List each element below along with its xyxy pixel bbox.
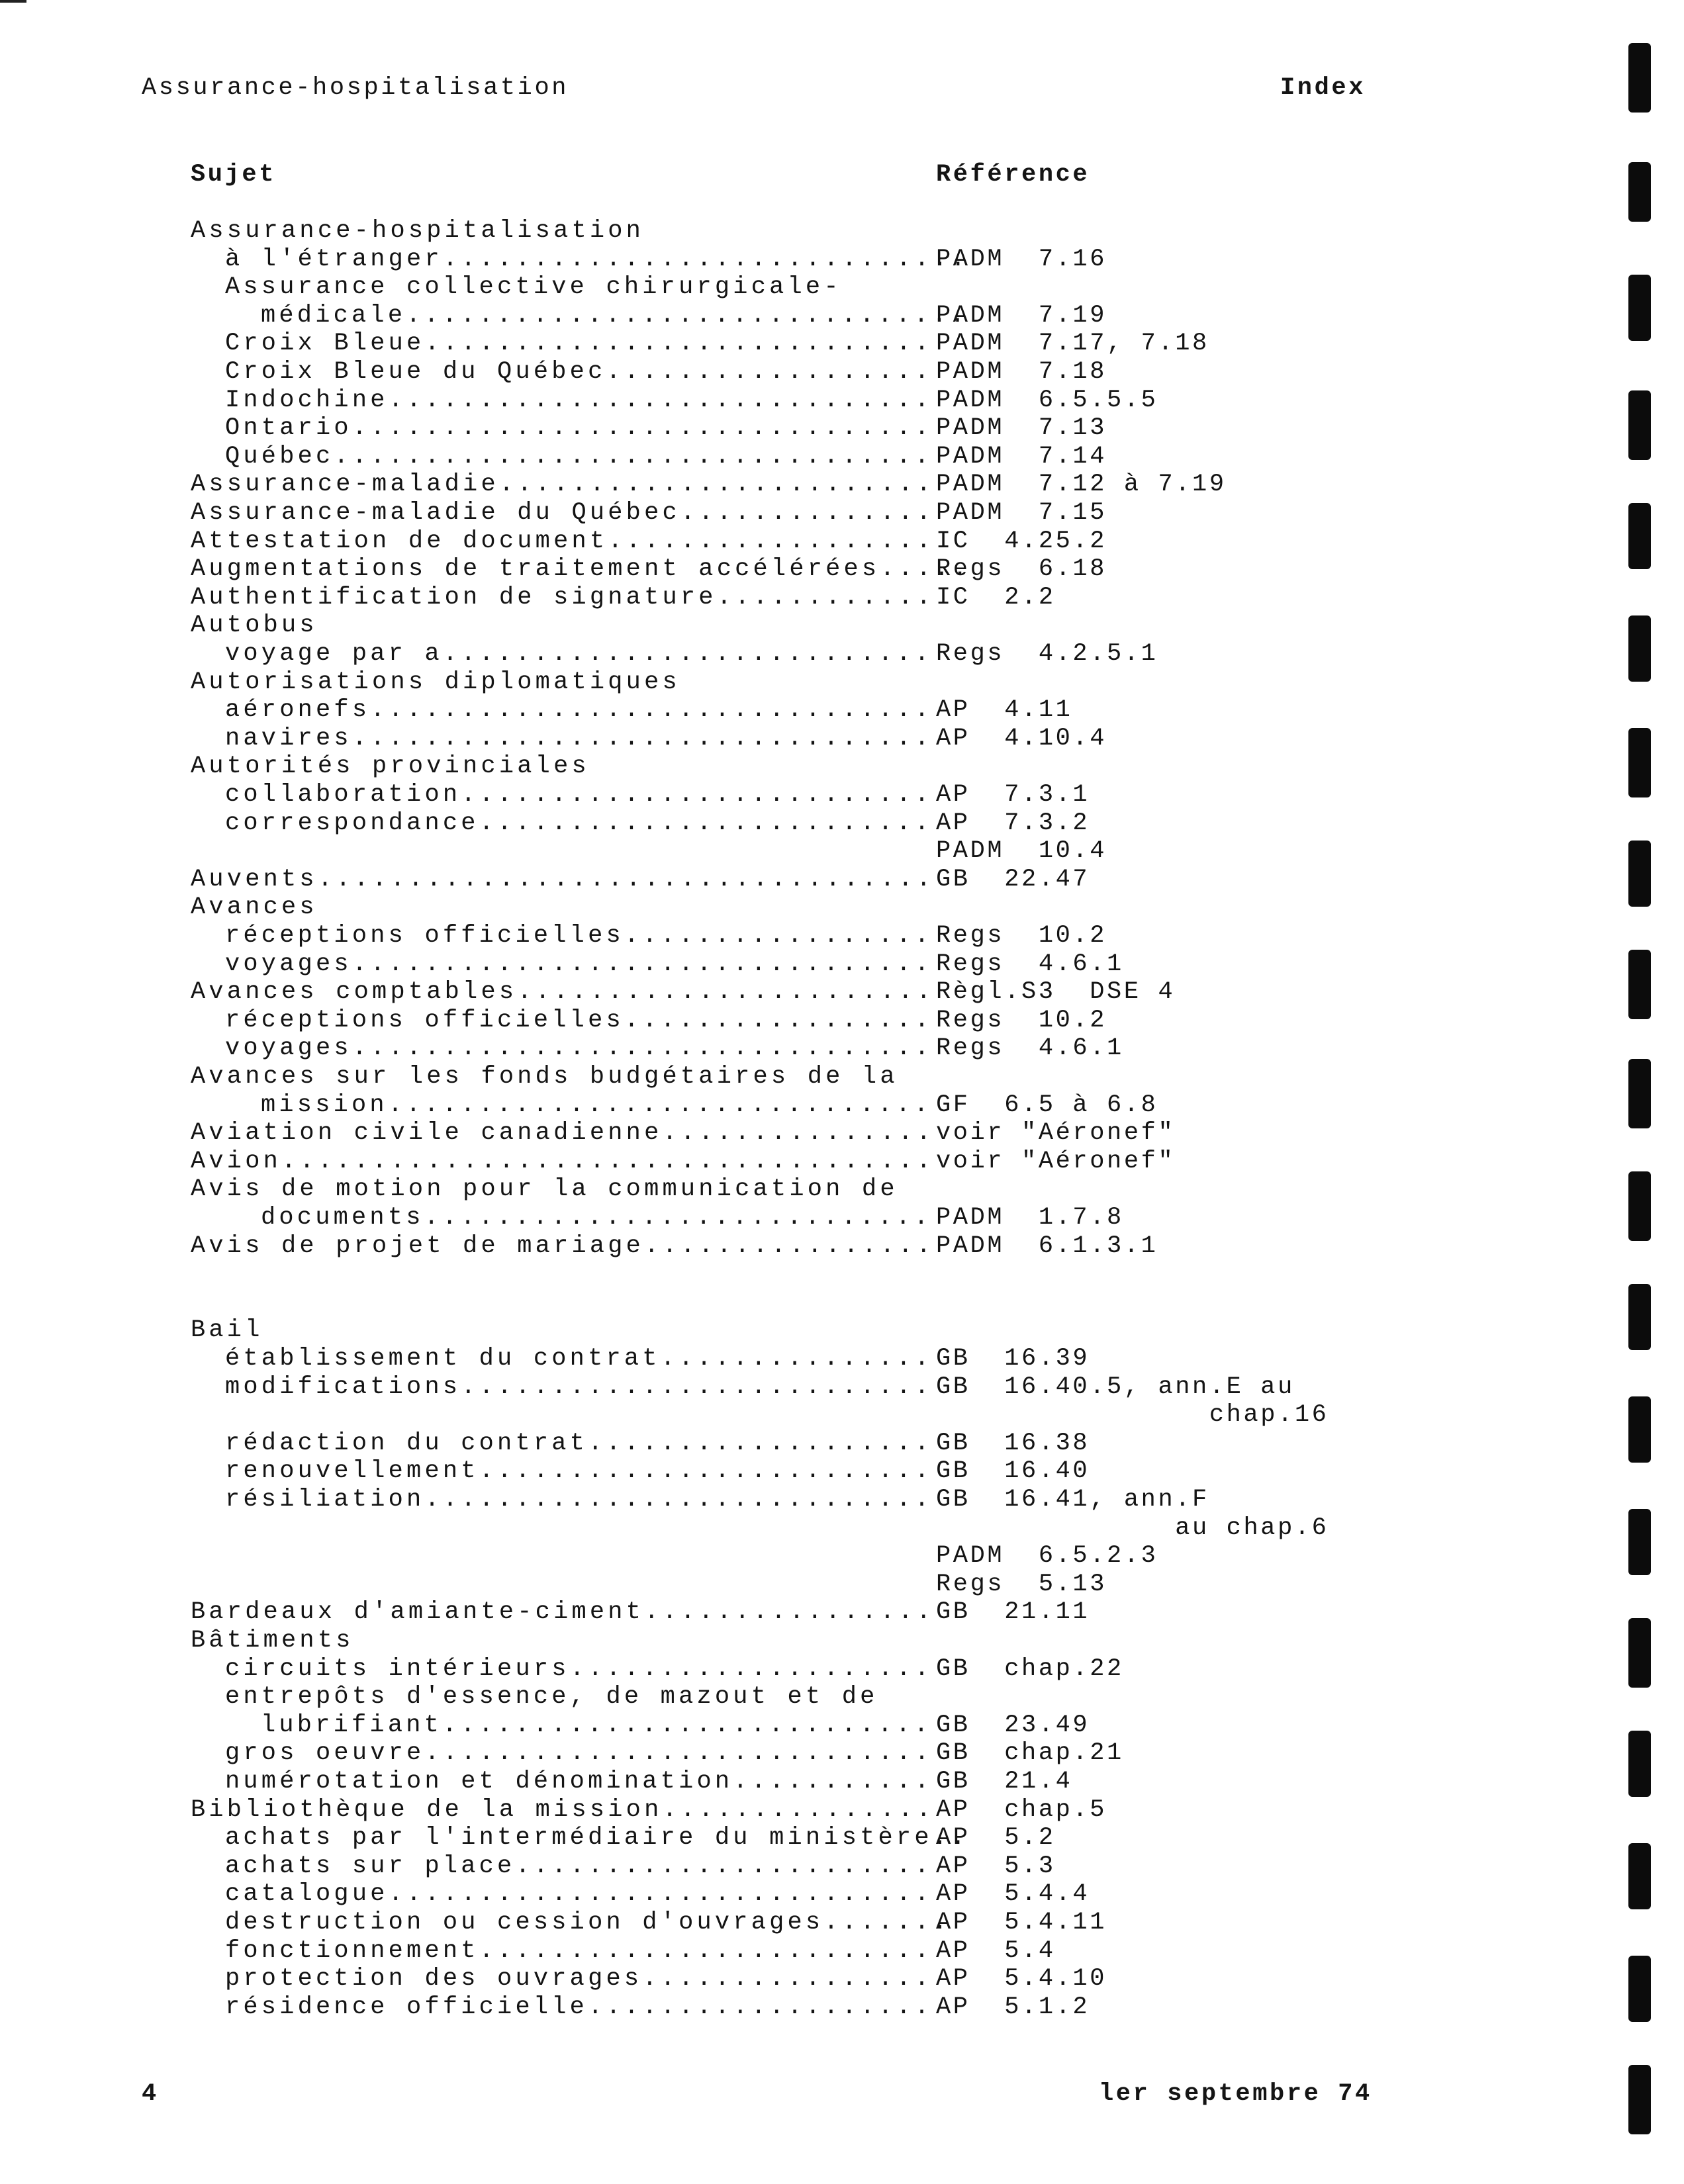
binder-mark <box>1628 2065 1651 2134</box>
index-entry-subject: Indochine.............................. <box>225 387 933 414</box>
index-entry-reference: AP 5.3 <box>936 1852 1056 1880</box>
index-entry-subject: établissement du contrat............... <box>225 1345 933 1373</box>
index-entry-reference: Regs 10.2 <box>936 1007 1107 1034</box>
index-entry <box>0 1852 1684 1880</box>
index-entry-subject: Avances sur les fonds budgétaires de la <box>191 1063 898 1091</box>
index-entry <box>0 725 1684 752</box>
index-entry-reference: AP 7.3.1 <box>936 781 1090 809</box>
index-entry <box>0 1683 1684 1711</box>
index-entry <box>0 809 1684 837</box>
index-entry-subject: Attestation de document.................. <box>191 527 935 555</box>
index-entry-subject: réceptions officielles................. <box>225 922 933 950</box>
index-entry-reference: GB 21.4 <box>936 1768 1073 1796</box>
index-entry-reference: GB 16.40.5, ann.E au <box>936 1373 1295 1401</box>
binder-mark <box>1628 1956 1651 2022</box>
index-entry-subject: Autobus <box>191 612 318 639</box>
scan-edge-mark <box>0 0 26 3</box>
index-entry-reference: GB 23.49 <box>936 1711 1090 1739</box>
index-entry-subject: Auvents.................................. <box>191 866 935 893</box>
index-entry-subject: Bail <box>191 1316 263 1344</box>
index-entry-reference: PADM 7.15 <box>936 499 1107 527</box>
binder-mark <box>1628 728 1651 797</box>
index-entry-subject: Aviation civile canadienne............... <box>191 1119 935 1147</box>
page-number: 4 <box>142 2080 159 2108</box>
index-entry-reference: GB chap.22 <box>936 1655 1124 1683</box>
index-entry-subject: gros oeuvre............................ <box>225 1739 933 1767</box>
index-entry-subject: circuits intérieurs.................... <box>225 1655 933 1683</box>
index-entry-reference: AP 5.2 <box>936 1824 1056 1852</box>
index-entry-subject: mission.............................. <box>261 1091 932 1119</box>
index-entry <box>0 1316 1684 1344</box>
index-entry-reference: IC 2.2 <box>936 584 1056 612</box>
index-entry-subject: navires................................ <box>225 725 933 752</box>
index-entry-reference: PADM 7.13 <box>936 414 1107 442</box>
index-entry <box>0 837 1684 865</box>
binder-mark <box>1628 503 1651 569</box>
index-entry <box>0 584 1684 612</box>
index-entry <box>0 1711 1684 1739</box>
index-entry-reference: AP 5.4.11 <box>936 1909 1107 1936</box>
index-entry-subject: collaboration.......................... <box>225 781 933 809</box>
index-entry-reference: Regs 5.13 <box>936 1570 1107 1598</box>
index-entry-subject: résiliation............................ <box>225 1486 933 1514</box>
index-entry <box>0 1542 1684 1570</box>
index-entry <box>0 443 1684 471</box>
index-entry-reference: PADM 6.5.2.3 <box>936 1542 1158 1570</box>
index-entry <box>0 527 1684 555</box>
index-entry <box>0 1091 1684 1119</box>
index-entry <box>0 1119 1684 1147</box>
index-entry-subject: Autorisations diplomatiques <box>191 668 680 696</box>
index-entry <box>0 1598 1684 1626</box>
index-entry-reference: Regs 6.18 <box>936 555 1107 583</box>
index-entry-reference: AP 5.4.4 <box>936 1880 1090 1908</box>
index-entry <box>0 781 1684 809</box>
index-entry <box>0 950 1684 978</box>
index-entry-reference: voir "Aéronef" <box>936 1148 1176 1175</box>
index-entry-subject: entrepôts d'essence, de mazout et de <box>225 1683 878 1711</box>
index-entry <box>0 1232 1684 1260</box>
index-entry-reference: GB 16.41, ann.F <box>936 1486 1209 1514</box>
index-entry <box>0 978 1684 1006</box>
running-header-index: Index <box>1280 74 1366 102</box>
index-entry-subject: documents............................ <box>261 1204 932 1232</box>
index-entry <box>0 1457 1684 1485</box>
index-entry-subject: Authentification de signature............ <box>191 584 935 612</box>
column-header-reference: Référence <box>936 161 1090 189</box>
index-entry-subject: Bâtiments <box>191 1627 354 1655</box>
index-entry-reference: Règl.S3 DSE 4 <box>936 978 1176 1006</box>
index-entry-reference: Regs 4.6.1 <box>936 950 1124 978</box>
index-entry <box>0 668 1684 696</box>
index-entry-reference: AP 4.10.4 <box>936 725 1107 752</box>
index-entry <box>0 1034 1684 1062</box>
footer-date: ler septembre 74 <box>1099 2080 1372 2108</box>
index-entry-reference: PADM 6.5.5.5 <box>936 387 1158 414</box>
index-entry-reference: GF 6.5 à 6.8 <box>936 1091 1158 1119</box>
index-entry <box>0 1514 1684 1542</box>
index-entry-reference: PADM 7.16 <box>936 246 1107 273</box>
index-entry-reference: AP 5.4.10 <box>936 1965 1107 1993</box>
index-entry-subject: voyages................................ <box>225 950 933 978</box>
index-entry-subject: Assurance collective chirurgicale- <box>225 273 842 301</box>
binder-mark <box>1628 390 1651 460</box>
index-entry <box>0 302 1684 330</box>
index-entry <box>0 1175 1684 1203</box>
index-entry-subject: Avances <box>191 893 318 921</box>
index-entry <box>0 1148 1684 1175</box>
binder-mark <box>1628 841 1651 907</box>
index-entry <box>0 358 1684 386</box>
index-entry-reference: Regs 4.2.5.1 <box>936 640 1158 668</box>
index-entry <box>0 1965 1684 1993</box>
index-entry <box>0 1260 1684 1288</box>
index-entry-subject: lubrifiant........................... <box>261 1711 932 1739</box>
index-entry <box>0 1345 1684 1373</box>
index-entry-subject: renouvellement......................... <box>225 1457 933 1485</box>
index-entry <box>0 246 1684 273</box>
index-entry-reference: PADM 6.1.3.1 <box>936 1232 1158 1260</box>
index-entry-subject: médicale............................... <box>261 302 968 330</box>
binder-mark <box>1628 275 1651 341</box>
index-entry-reference: GB chap.21 <box>936 1739 1124 1767</box>
index-entry <box>0 471 1684 498</box>
index-entry <box>0 893 1684 921</box>
index-entry-reference: GB 16.38 <box>936 1430 1090 1457</box>
index-entry-subject: Avis de projet de mariage................ <box>191 1232 935 1260</box>
index-entry <box>0 1937 1684 1965</box>
index-entry-subject: Bardeaux d'amiante-ciment................ <box>191 1598 935 1626</box>
index-entry-subject: protection des ouvrages................ <box>225 1965 933 1993</box>
index-entry <box>0 1627 1684 1655</box>
index-entry-subject: Québec................................. <box>225 443 933 471</box>
index-entry <box>0 1373 1684 1401</box>
index-entry <box>0 217 1684 245</box>
index-entry-reference: Regs 10.2 <box>936 922 1107 950</box>
index-entry-subject: réceptions officielles................. <box>225 1007 933 1034</box>
index-entry <box>0 1824 1684 1852</box>
binder-mark <box>1628 43 1651 113</box>
index-entry-reference: GB 16.40 <box>936 1457 1090 1485</box>
index-entry-subject: Croix Bleue du Québec.................. <box>225 358 933 386</box>
index-entry <box>0 696 1684 724</box>
index-entry-reference: AP chap.5 <box>936 1796 1107 1824</box>
index-entry <box>0 612 1684 639</box>
index-entry-subject: Avis de motion pour la communication de <box>191 1175 898 1203</box>
index-entry <box>0 1430 1684 1457</box>
binder-mark <box>1628 1171 1651 1241</box>
binder-mark <box>1628 1396 1651 1463</box>
index-entry-reference: AP 4.11 <box>936 696 1073 724</box>
binder-mark <box>1628 162 1651 222</box>
index-entry <box>0 1289 1684 1316</box>
index-entry-subject: Bibliothèque de la mission............... <box>191 1796 935 1824</box>
index-entry-subject: correspondance......................... <box>225 809 933 837</box>
binder-mark <box>1628 1059 1651 1128</box>
index-entry-reference: GB 16.39 <box>936 1345 1090 1373</box>
index-entry-subject: résidence officielle................... <box>225 1993 933 2021</box>
index-entry-reference: AP 7.3.2 <box>936 809 1090 837</box>
running-header-title: Assurance-hospitalisation <box>142 74 569 102</box>
index-entry-subject: Assurance-hospitalisation <box>191 217 645 245</box>
binder-mark <box>1628 1509 1651 1575</box>
index-entry-reference: voir "Aéronef" <box>936 1119 1176 1147</box>
index-entry-reference: AP 5.1.2 <box>936 1993 1090 2021</box>
index-entry-reference: PADM 7.12 à 7.19 <box>936 471 1227 498</box>
index-entry <box>0 387 1684 414</box>
index-entry <box>0 1796 1684 1824</box>
index-entry <box>0 555 1684 583</box>
column-header-subject: Sujet <box>191 161 277 189</box>
index-entry-reference: PADM 10.4 <box>936 837 1107 865</box>
index-entry-subject: aéronefs............................... <box>225 696 933 724</box>
index-entry-subject: Avion.................................... <box>191 1148 935 1175</box>
index-entry <box>0 1007 1684 1034</box>
index-entry <box>0 1909 1684 1936</box>
index-entry <box>0 1570 1684 1598</box>
index-entry <box>0 1486 1684 1514</box>
index-entry-reference: IC 4.25.2 <box>936 527 1107 555</box>
index-entry-subject: voyage par a........................... <box>225 640 933 668</box>
index-entry-reference: GB 22.47 <box>936 866 1090 893</box>
index-entry-reference: PADM 7.19 <box>936 302 1107 330</box>
index-entry <box>0 1768 1684 1796</box>
index-entry-reference: au chap.6 <box>936 1514 1329 1542</box>
index-entry <box>0 499 1684 527</box>
index-entry <box>0 640 1684 668</box>
index-entry <box>0 866 1684 893</box>
index-entry <box>0 273 1684 301</box>
index-entry-subject: voyages................................ <box>225 1034 933 1062</box>
binder-mark <box>1628 1843 1651 1909</box>
binder-mark <box>1628 615 1651 682</box>
index-entry-subject: Assurance-maladie du Québec.............. <box>191 499 935 527</box>
index-entry-reference: AP 5.4 <box>936 1937 1056 1965</box>
index-entry-reference: chap.16 <box>936 1401 1329 1429</box>
index-entry-reference: PADM 7.14 <box>936 443 1107 471</box>
index-entry-reference: PADM 1.7.8 <box>936 1204 1124 1232</box>
index-entry-reference: PADM 7.17, 7.18 <box>936 330 1209 357</box>
index-entry <box>0 330 1684 357</box>
index-entry <box>0 752 1684 780</box>
index-entry <box>0 1655 1684 1683</box>
index-entry <box>0 1063 1684 1091</box>
index-entry <box>0 1401 1684 1429</box>
index-entry-subject: fonctionnement......................... <box>225 1937 933 1965</box>
index-entry-subject: rédaction du contrat................... <box>225 1430 933 1457</box>
index-entry-subject: Assurance-maladie........................ <box>191 471 935 498</box>
index-entry-subject: modifications.......................... <box>225 1373 933 1401</box>
index-entry <box>0 922 1684 950</box>
index-entry <box>0 1204 1684 1232</box>
index-entry-reference: GB 21.11 <box>936 1598 1090 1626</box>
index-entry-reference: PADM 7.18 <box>936 358 1107 386</box>
index-entry-subject: Avances comptables....................... <box>191 978 935 1006</box>
index-entry-reference: Regs 4.6.1 <box>936 1034 1124 1062</box>
index-entry <box>0 414 1684 442</box>
index-entry-subject: Ontario................................ <box>225 414 933 442</box>
binder-mark <box>1628 1731 1651 1797</box>
index-entry-subject: Augmentations de traitement accélérées..... <box>191 555 971 583</box>
index-entry <box>0 1993 1684 2021</box>
index-entry-subject: numérotation et dénomination........... <box>225 1768 933 1796</box>
index-entry-subject: achats sur place....................... <box>225 1852 933 1880</box>
index-entry <box>0 1739 1684 1767</box>
binder-mark <box>1628 1284 1651 1350</box>
index-entry <box>0 1880 1684 1908</box>
index-entry-subject: Autorités provinciales <box>191 752 590 780</box>
index-entry-subject: Croix Bleue............................ <box>225 330 933 357</box>
index-entry-subject: à l'étranger............................. <box>225 246 969 273</box>
binder-mark <box>1628 1618 1651 1688</box>
index-entry-subject: catalogue.............................. <box>225 1880 933 1908</box>
index-entry-subject: achats par l'intermédiaire du ministère.. <box>225 1824 969 1852</box>
binder-mark <box>1628 950 1651 1019</box>
index-entry-subject: destruction ou cession d'ouvrages....... <box>225 1909 951 1936</box>
